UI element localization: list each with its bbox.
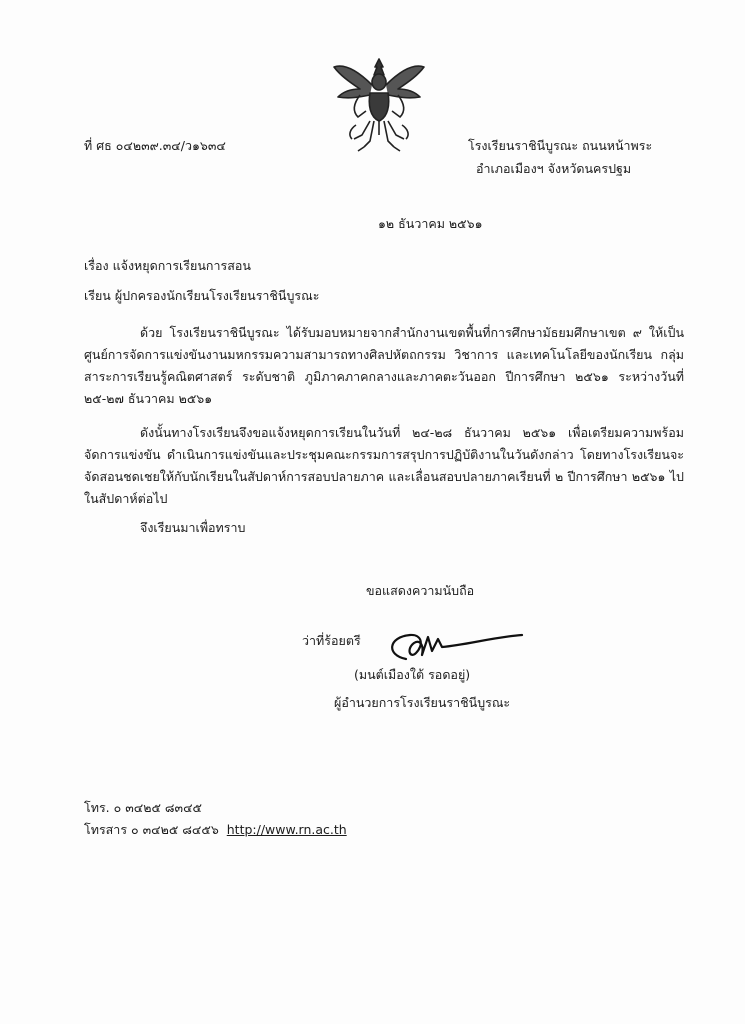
fax-number: โทรสาร ๐ ๓๔๒๕ ๘๔๕๖ xyxy=(84,822,219,837)
handwritten-signature xyxy=(376,615,526,675)
body-paragraph-2: ดังนั้นทางโรงเรียนจึงขอแจ้งหยุดการเรียนในวันที่ ๒๔-๒๘ ธันวาคม ๒๕๖๑ เพื่อเตรียมความพร้อมจัดการแข่งขัน ดำเนินการแข่งขันและประชุมคณะกรรมการสรุปการปฏิบัติงานในวันดังกล่าว โดยทางโรงเรียนจะจัดสอนชดเชยให้กับนักเรียนในสัปดาห์การสอบปลายภาค และเลื่อนสอบปลายภาคเรียนที่ ๒ ปีการศึกษา ๒๕๖๑ ไปในสัปดาห์ต่อไป xyxy=(84,425,684,506)
website-link[interactable]: http://www.rn.ac.th xyxy=(226,822,347,837)
phone-number: โทร. ๐ ๓๔๒๕ ๘๓๔๕ xyxy=(84,800,203,815)
signer-name: (มนต์เมืองใต้ รอดอยู่) xyxy=(354,667,471,682)
subject-line: เรื่อง แจ้งหยุดการเรียนการสอน xyxy=(84,258,251,273)
signer-rank: ว่าที่ร้อยตรี xyxy=(302,633,361,648)
school-address-line-2: อำเภอเมืองฯ จังหวัดนครปฐม xyxy=(476,161,632,176)
school-address-line-1: โรงเรียนราชินีบูรณะ ถนนหน้าพระ xyxy=(468,138,653,153)
body-paragraph-1: ด้วย โรงเรียนราชินีบูรณะ ได้รับมอบหมายจากสำนักงานเขตพื้นที่การศึกษามัธยมศึกษาเขต ๙ ให้เป็นศูนย์การจัดการแข่งขันงานมหกรรมความสามารถทางศิลปหัตถกรรม วิชาการ และเทคโนโลยีของนักเรียน กลุ่มสาระการเรียนรู้คณิตศาสตร์ ระดับชาติ ภูมิภาคภาคกลางและภาคตะวันออก ปีการศึกษา ๒๕๖๑ ระหว่างวันที่ ๒๕-๒๗ ธันวาคม ๒๕๖๑ xyxy=(84,325,684,406)
garuda-emblem-icon xyxy=(330,55,428,155)
letter-date: ๑๒ ธันวาคม ๒๕๖๑ xyxy=(378,216,483,231)
closing-line: จึงเรียนมาเพื่อทราบ xyxy=(140,520,246,535)
fax-line xyxy=(84,822,347,838)
respect-line: ขอแสดงความนับถือ xyxy=(366,583,475,598)
recipient-line: เรียน ผู้ปกครองนักเรียนโรงเรียนราชินีบูรณะ xyxy=(84,288,320,303)
reference-number: ที่ ศธ ๐๔๒๓๙.๓๔/ว๑๖๓๔ xyxy=(84,138,226,153)
signer-position: ผู้อำนวยการโรงเรียนราชินีบูรณะ xyxy=(334,695,511,710)
